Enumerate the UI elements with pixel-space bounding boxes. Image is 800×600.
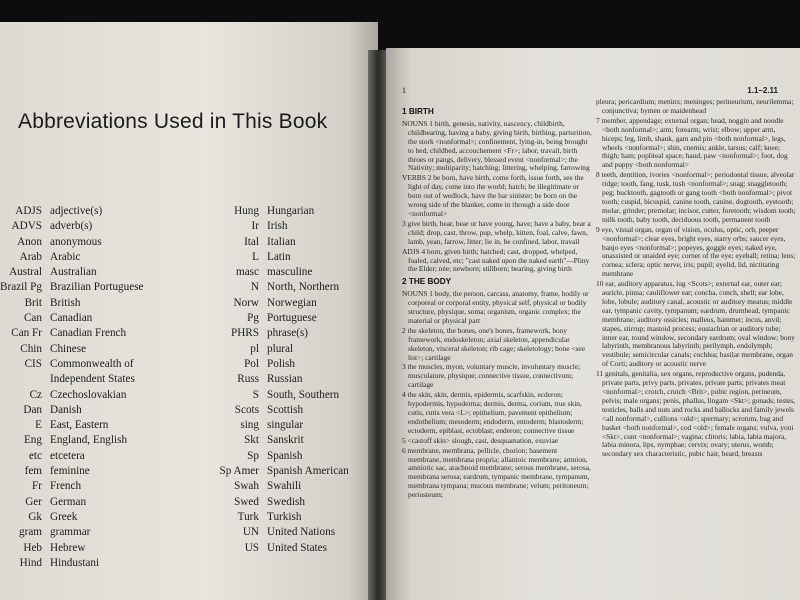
abbreviation-code: Dan — [23, 403, 42, 416]
abbreviation-row — [215, 280, 375, 295]
abbreviation-code: L — [252, 250, 259, 263]
abbreviation-code: S — [252, 388, 259, 401]
abbreviation-code: Turk — [237, 510, 259, 523]
abbreviation-meaning: Czechoslovakian — [50, 388, 127, 401]
abbreviation-row — [0, 280, 200, 295]
abbreviation-code: Cz — [29, 388, 42, 401]
abbreviation-code: Swah — [234, 480, 259, 493]
abbreviation-meaning: Arabic — [50, 250, 81, 263]
abbreviation-code: ADJS — [15, 205, 42, 217]
abbreviation-code: Chin — [20, 342, 42, 355]
left-page — [0, 22, 378, 600]
abbreviation-code: Pol — [244, 357, 259, 370]
abbreviation-row — [215, 495, 375, 510]
abbreviation-code: Hind — [19, 556, 42, 569]
abbreviation-row — [0, 235, 200, 250]
abbreviation-meaning: Norwegian — [267, 296, 317, 309]
abbreviation-row — [0, 541, 200, 556]
abbreviation-meaning: phrase(s) — [267, 327, 309, 340]
abbreviation-row — [0, 479, 200, 494]
abbreviation-meaning: North, Northern — [267, 281, 340, 294]
abbreviation-meaning: masculine — [267, 266, 313, 279]
abbreviation-code: Arab — [19, 250, 42, 263]
abbreviation-row — [215, 357, 375, 372]
abbreviation-row — [0, 296, 200, 311]
thesaurus-entry: 3 the muscles, myon, voluntary muscle, involuntary muscle; musculature, physique; connective tissue, connectivum; cartilage — [402, 362, 581, 390]
abbreviation-row — [215, 326, 375, 341]
abbreviation-code: UN — [242, 526, 259, 539]
abbreviation-code: fem — [24, 465, 42, 478]
abbreviations-list-left — [0, 204, 200, 571]
abbreviation-code: Brazil Pg — [0, 281, 42, 294]
abbreviation-row — [0, 403, 200, 418]
abbreviation-code: CIS — [24, 357, 42, 370]
abbreviation-row — [215, 464, 375, 479]
page-title: Abbreviations Used in This Book — [18, 110, 328, 133]
abbreviation-code: Fr — [32, 480, 42, 493]
abbreviation-meaning: Irish — [267, 220, 288, 233]
abbreviation-code: Ger — [25, 495, 42, 508]
thesaurus-entry: 11 genitals, genitalia, sex organs, reproductive organs, pudenda, private parts, privy parts, privates, private parts; privates meat <nonformal>; crotch, crutch <Brit>, pubic region, perineum, pelvis; male organs; penis, phallus, lingam <Skt>; gonads; testes, testicles, balls and nuts and rocks and ballocks and family jewels <all nonformal>, cullions <old>; spermary; scrotum, bag and basket <both nonformal>, cod <old>; female organs; vulva, yoni <Skt>, cunt <nonformal>; vagina; clitoris; labia, labia majora, labia minora, lips, nymphae; cervix; ovary; uterus, womb; secondary sex characteristic, pubic hair, beard, breasts — [596, 369, 796, 459]
abbreviation-meaning: Latin — [267, 250, 291, 263]
thesaurus-entry: 8 teeth, dentition, ivories <nonformal>; periodontal tissue, alveolar ridge; tooth, fang, tusk, tush <nonformal>; snag; snaggletooth; peg; bucktooth, gagtooth or gang tooth <both nonformal>; pivot tooth; cuspid, bicuspid, canine tooth, canine, dogtooth, eyetooth; molar, grinder; premolar; incisor, cutter, foretooth; wisdom tooth; milk tooth, baby tooth, deciduous tooth, permanent tooth — [596, 170, 796, 224]
abbreviation-row — [0, 464, 200, 479]
abbreviation-meaning: British — [50, 296, 81, 309]
abbreviation-code: Anon — [17, 235, 42, 248]
thesaurus-column-left — [402, 104, 592, 501]
abbreviation-row — [0, 250, 200, 265]
abbreviation-row — [0, 418, 200, 433]
abbreviation-code: Can — [23, 312, 42, 325]
abbreviation-meaning: Hungarian — [267, 205, 315, 217]
abbreviation-row — [215, 418, 375, 433]
abbreviation-meaning: England, English — [50, 434, 128, 447]
thesaurus-entry: pleura; pericardium; meninx; meninges; perineurium, neurilemma; conjunctiva; hymen or maidenhead — [596, 97, 794, 115]
abbreviation-row — [215, 388, 375, 403]
abbreviation-code: pl — [250, 342, 259, 355]
thesaurus-entry: VERBS 2 be born, have birth, come forth, issue forth, see the light of day, come into the world; hatch; be illegitimate or born out of wedlock, have the bar sinister; be born on the wrong side of the blanket, come in through a side door <nonformal> — [402, 173, 584, 218]
abbreviation-row — [0, 510, 200, 525]
section-heading: 2 THE BODY — [402, 277, 452, 287]
abbreviation-meaning: Brazilian Portuguese — [50, 281, 144, 294]
abbreviation-row — [0, 357, 200, 372]
abbreviation-meaning: Hebrew — [50, 541, 86, 554]
abbreviation-meaning: plural — [267, 342, 294, 355]
thesaurus-entry: 4 the skin, skin, dermis, epidermis, scarfskin, ecderon; hypodermis, hypoderma; dermis, derma, corium, true skin, cutis, cutis vera <L>; epithelium, pavement epithelium; endothelium; mesoderm; endoderm, entoderm; blastoderm; ectoderm, epiblast, ectoblast; enderon; connective tissue — [402, 390, 584, 435]
thesaurus-entry: NOUNS 1 birth, genesis, nativity, nascency, childbirth, childbearing, having a baby, giving birth, birthing, parturition, the stork <nonformal>; confinement, lying-in, being brought to bed, childbed, accouchement <Fr>; labor, travail, birth throes or pangs, delivery, blessed event <nonformal>; the Nativity; multiparity; hatching; littering, whelping, farrowing — [402, 118, 592, 173]
abbreviation-row — [215, 342, 375, 357]
abbreviation-row — [215, 479, 375, 494]
abbreviation-code: US — [244, 541, 259, 554]
abbreviation-row — [0, 265, 200, 280]
abbreviation-meaning: East, Eastern — [50, 419, 109, 432]
abbreviation-row — [215, 510, 375, 525]
abbreviation-code: Sp — [247, 449, 259, 462]
right-page — [386, 48, 800, 600]
abbreviation-code: gram — [19, 526, 42, 539]
abbreviation-row — [0, 372, 200, 387]
abbreviation-row — [0, 388, 200, 403]
thesaurus-entry: 9 eye, visual organ, organ of vision, oculus, optic, orb, peeper <nonformal>; clear eyes, bright eyes, starry orbs; saucer eyes, banjo eyes <nonformal>; popeyes, goggle eyes; naked eye, unassisted or unaided eye; corner of the eye; eyeball; retina; lens; cornea; sclera; optic nerve; iris; pupil; eyelid, lid, nictitating membrane — [596, 224, 796, 279]
abbreviation-meaning: Canadian — [50, 312, 93, 325]
thesaurus-entry: ADJS 4 born, given birth; hatched; cast, dropped, whelped, foaled, calved, etc; "cast naked upon the naked earth"—Pliny the Elder; née; newborn; stillborn; bearing, giving birth — [402, 246, 590, 274]
thesaurus-entry: 3 give birth, bear, bear or have young, have; have a baby, bear a child; drop, cast, throw, pup, whelp, kitten, foal, calve, fawn, lamb, yean, farrow, litter; lie in, be confined, labor, travail — [402, 218, 591, 246]
abbreviation-code: ADVS — [11, 220, 42, 233]
abbreviation-code: Heb — [23, 541, 42, 554]
abbreviation-row — [215, 235, 375, 250]
abbreviation-code: PHRS — [231, 327, 259, 340]
abbreviation-meaning: Danish — [50, 403, 82, 416]
abbreviation-meaning: Australian — [50, 266, 97, 279]
abbreviation-meaning: Swahili — [267, 480, 302, 493]
abbreviation-row — [215, 250, 375, 265]
page-range-header: 1.1–2.11 — [747, 86, 778, 95]
abbreviation-code: Skt — [244, 434, 259, 447]
abbreviation-meaning: Sanskrit — [267, 434, 304, 447]
thesaurus-entry: 10 ear, auditory apparatus, lug <Scots>; external ear, outer ear; auricle, pinna; cauliflower ear; concha, conch, shell; ear lobe, lobe, lobule; auditory canal, acoustic or auditory meatus; middle ear, tympanic cavity, tympanum; eardrum, drumhead, tympanic membrane; auditory ossicles; malleus, hammer; incus, anvil; stapes, stirrup; mastoid process; eustachian or auditory tube; inner ear, round window, secondary eardrum; oval window; bony labyrinth, membranous labyrinth; perilymph, endolymph; vestibule; semicircular canals; cochlea; basilar membrane, organ of Corti; auditory or acoustic nerve — [596, 279, 795, 369]
thesaurus-entry: 6 membrane, membrana, pellicle, chorion; basement membrane, membrana propria; allantoic membrane; amnion, amniotic sac, arachnoid membrane; serous membrane, serosa, membrana serosa; eardrum, tympanic membrane, tympanum, membrana tympana; mucous membrane; velum; peritoneum; periosteum; — [402, 445, 591, 500]
abbreviation-code: Can Fr — [11, 327, 42, 340]
abbreviation-meaning: United Nations — [267, 526, 336, 539]
abbreviation-meaning: Italian — [267, 235, 296, 248]
abbreviation-row — [0, 525, 200, 540]
abbreviation-meaning: Russian — [267, 373, 303, 386]
thesaurus-entry: 5 <castoff skin> slough, cast, desquamation, exuviae — [402, 435, 559, 445]
abbreviation-row — [215, 311, 375, 326]
abbreviation-meaning: Spanish American — [267, 465, 349, 478]
thesaurus-entry: 7 member, appendage; external organ; head, noggin and noodle <both nonformal>; arm; forearm; wrist; elbow; upper arm, biceps; leg, limb, shank, gam and pin <both nonformal>, legs, wheels <nonformal>; shin, cnemis; ankle, tarsus; calf; knee; thigh; ham; popliteal space; hand, paw <nonformal>; foot, dog and puppy <both nonformal> — [596, 115, 788, 170]
abbreviation-code: Ital — [244, 235, 259, 248]
abbreviation-meaning: German — [50, 495, 87, 508]
thesaurus-column-right — [596, 98, 796, 460]
abbreviation-meaning: Turkish — [267, 510, 302, 523]
abbreviation-row — [0, 326, 200, 341]
abbreviation-meaning: Spanish — [267, 449, 303, 462]
abbreviation-meaning: Chinese — [50, 342, 87, 355]
abbreviation-code: etc — [28, 449, 42, 462]
abbreviation-row — [215, 541, 375, 556]
abbreviations-list-right — [215, 204, 375, 556]
abbreviation-code: Sp Amer — [219, 465, 259, 478]
abbreviation-meaning: Commonwealth of — [50, 357, 134, 370]
abbreviation-meaning: feminine — [50, 465, 90, 478]
abbreviation-meaning: French — [50, 480, 82, 493]
abbreviation-code: E — [35, 419, 42, 432]
abbreviation-row — [0, 204, 200, 219]
abbreviation-code: Scots — [234, 403, 259, 416]
page-number: 1 — [402, 86, 406, 95]
abbreviation-meaning: grammar — [50, 526, 91, 539]
abbreviation-row — [0, 219, 200, 234]
abbreviation-code: Swed — [234, 495, 259, 508]
abbreviation-meaning: South, Southern — [267, 388, 340, 401]
abbreviation-meaning: Greek — [50, 510, 78, 523]
abbreviation-code: masc — [236, 266, 259, 279]
abbreviation-meaning: Polish — [267, 357, 295, 370]
abbreviation-row — [215, 265, 375, 280]
abbreviation-code: Eng — [23, 434, 42, 447]
thesaurus-entry: NOUNS 1 body, the person, carcass, anatomy, frame, bodily or corporeal or corporal entity, physical self, physical or bodily structure, physique, soma; organism, organic complex; the material or physical part — [402, 289, 589, 325]
abbreviation-row — [215, 433, 375, 448]
abbreviation-row — [215, 296, 375, 311]
abbreviation-code: Brit — [24, 296, 42, 309]
abbreviation-code: N — [250, 281, 259, 294]
thesaurus-entry: 2 the skeleton, the bones, one's bones, framework, bony framework, endoskeleton; axial skeleton, appendicular skeleton, visceral skeleton; rib cage; skeletology; bone <see list>; cartilage — [402, 325, 585, 362]
abbreviation-meaning: adverb(s) — [50, 220, 93, 233]
abbreviation-row — [215, 403, 375, 418]
abbreviation-row — [215, 204, 375, 219]
section-heading: 1 BIRTH — [402, 107, 434, 116]
abbreviation-code: Gk — [28, 510, 42, 523]
abbreviation-code: Austral — [9, 266, 42, 279]
abbreviation-meaning: United States — [267, 541, 327, 554]
abbreviation-code: sing — [240, 419, 259, 432]
abbreviation-meaning: anonymous — [50, 235, 102, 248]
abbreviation-meaning: adjective(s) — [50, 205, 103, 217]
abbreviation-meaning: Canadian French — [50, 327, 127, 340]
abbreviation-code: Pg — [247, 312, 259, 325]
abbreviation-row — [0, 556, 200, 571]
abbreviation-row — [215, 372, 375, 387]
abbreviation-meaning: singular — [267, 419, 304, 432]
abbreviation-meaning: Independent States — [50, 373, 135, 386]
abbreviation-row — [215, 525, 375, 540]
abbreviation-row — [0, 449, 200, 464]
abbreviation-row — [0, 342, 200, 357]
abbreviation-meaning: Hindustani — [50, 556, 100, 569]
abbreviation-code: Hung — [234, 205, 259, 217]
abbreviation-meaning: Scottish — [267, 403, 304, 416]
abbreviation-row — [0, 311, 200, 326]
abbreviation-code: Russ — [237, 373, 259, 386]
abbreviation-code: Norw — [233, 296, 259, 309]
abbreviation-meaning: Swedish — [267, 495, 305, 508]
abbreviation-meaning: etcetera — [50, 449, 85, 462]
abbreviation-row — [0, 433, 200, 448]
abbreviation-row — [215, 449, 375, 464]
abbreviation-row — [0, 495, 200, 510]
abbreviation-meaning: Portuguese — [267, 312, 317, 325]
abbreviation-row — [215, 219, 375, 234]
abbreviation-code: Ir — [251, 220, 259, 233]
